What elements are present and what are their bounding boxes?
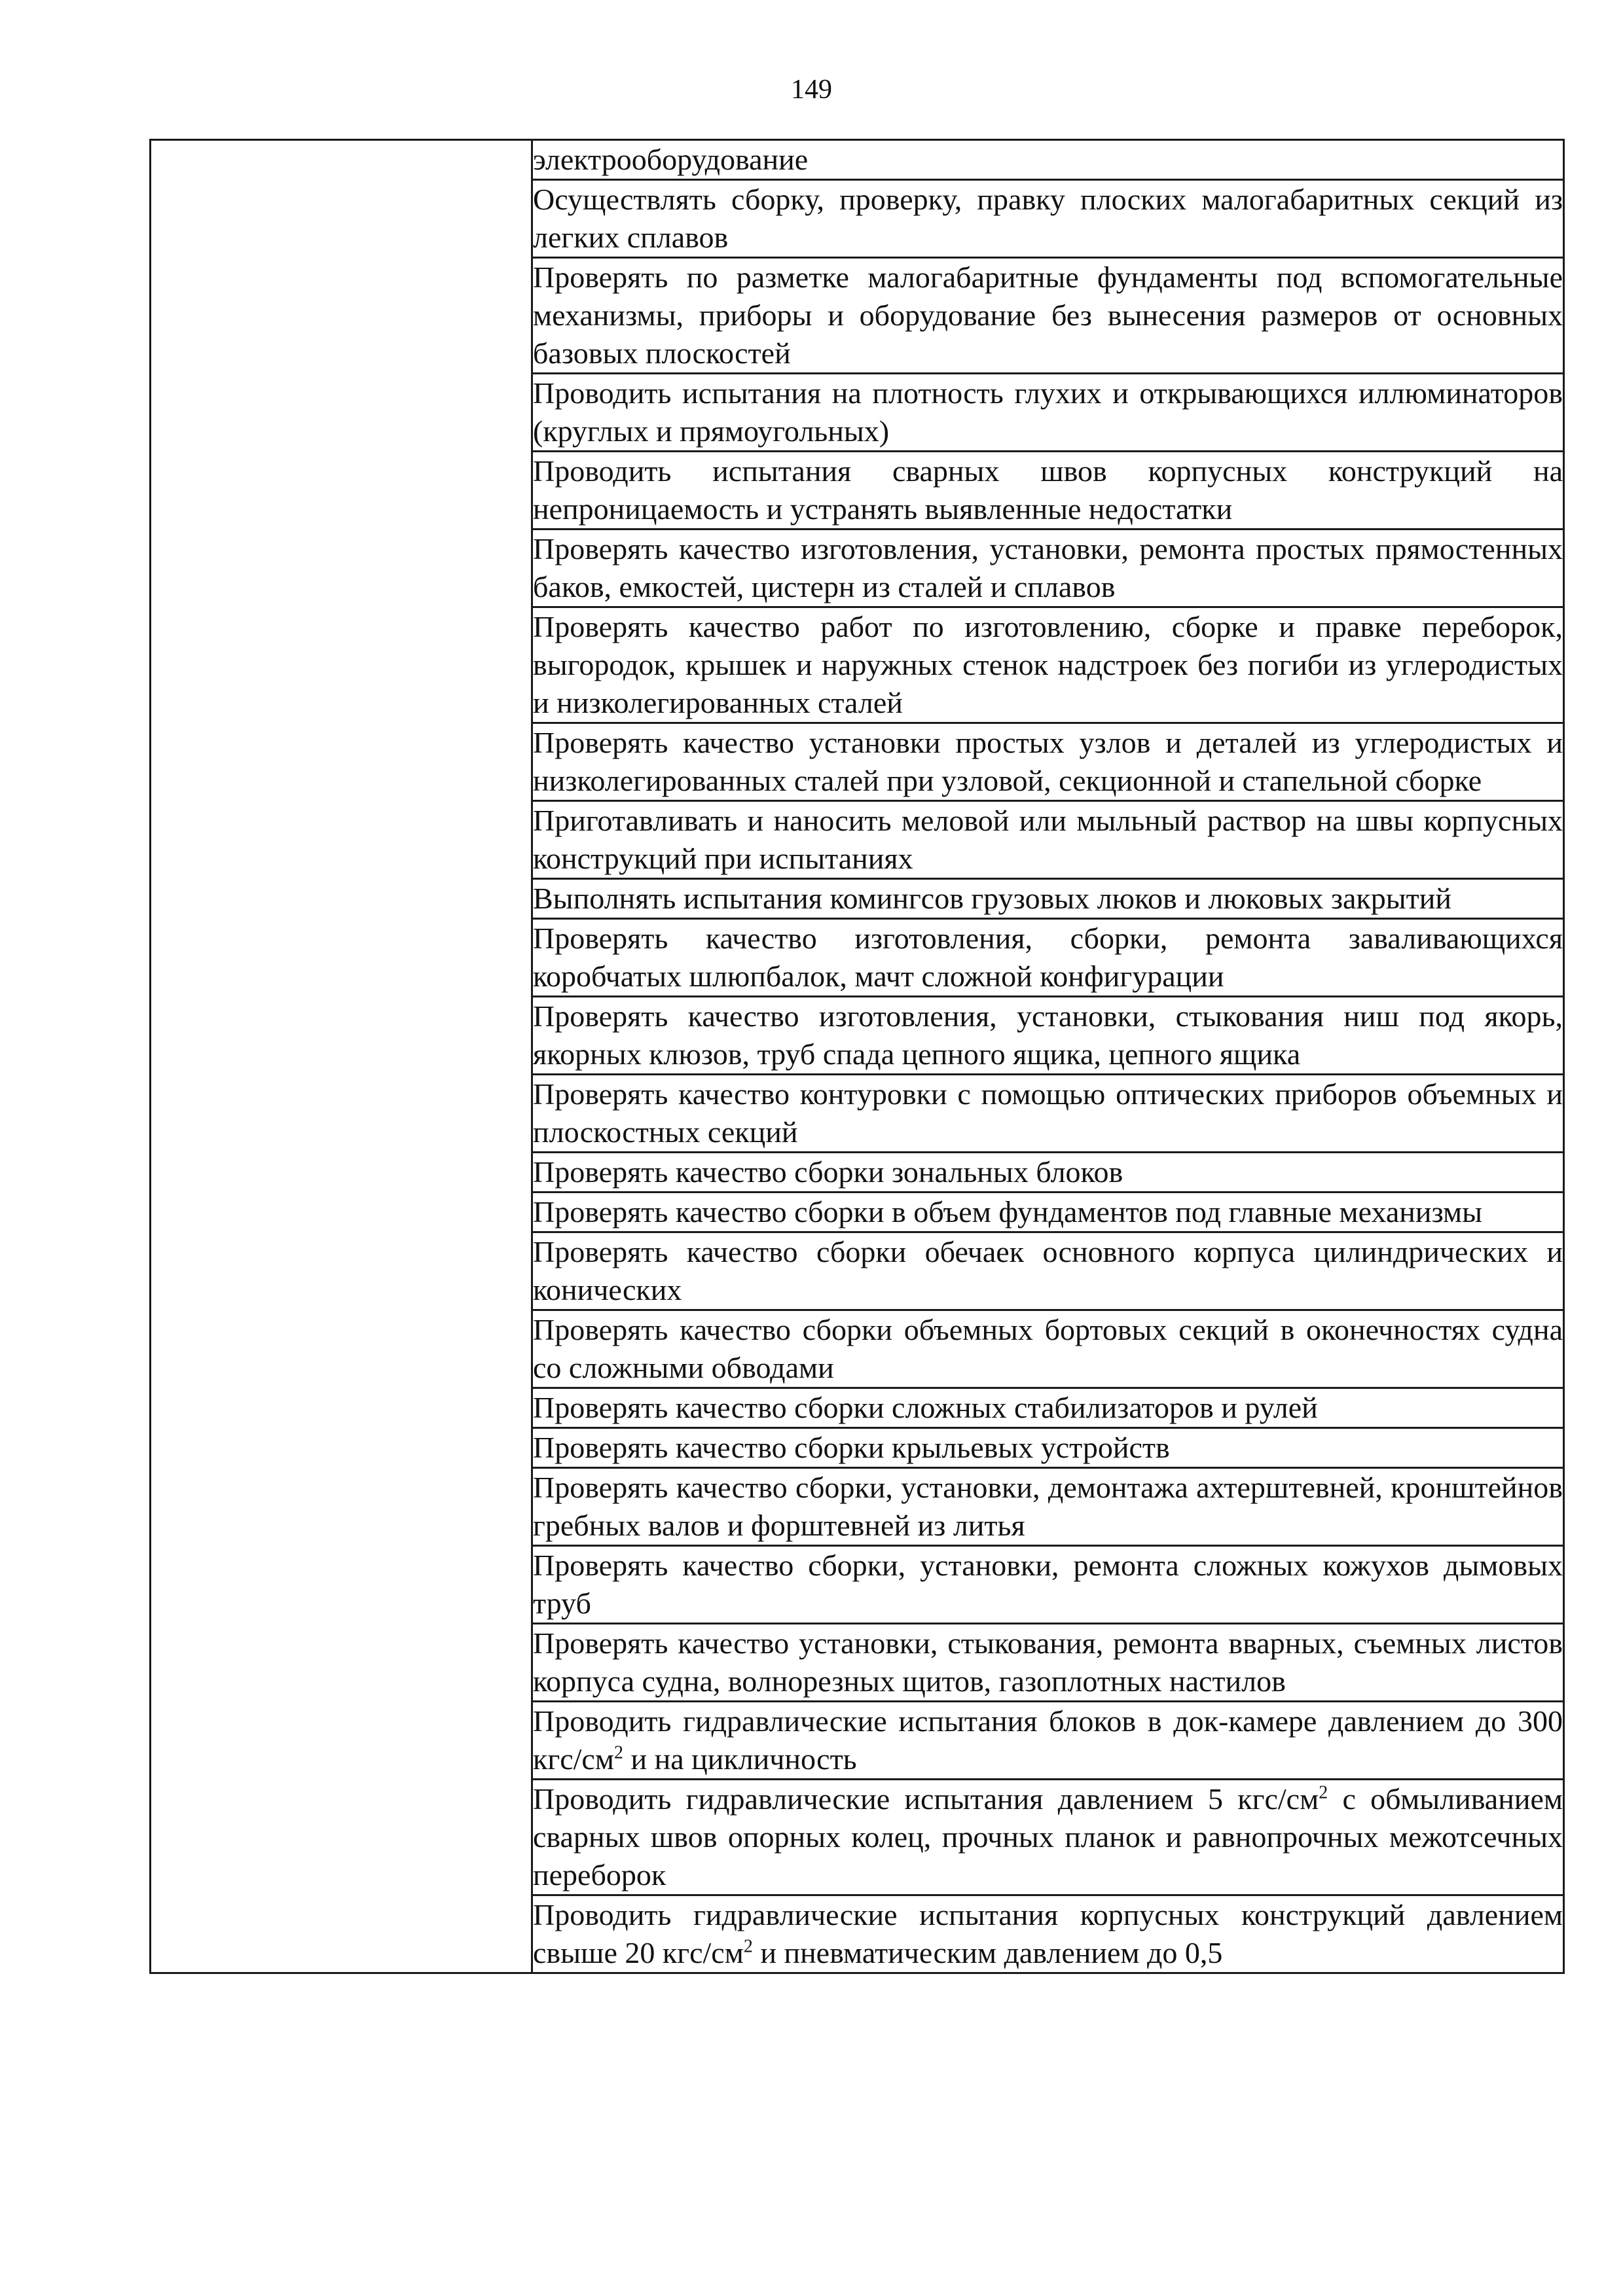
task-text: Проводить гидравлические испытания блоков в док-камере давлением до 300 кгс/см (533, 1704, 1563, 1776)
task-cell: Проверять по разметке малогабаритные фундаменты под вспомогательные механизмы, приборы и оборудование без вынесения размеров от основных базовых плоскостей (532, 258, 1564, 374)
task-cell: Проверять качество сборки обечаек основного корпуса цилиндрических и конических (532, 1232, 1564, 1310)
task-cell (532, 1780, 1564, 1895)
task-text: и на цикличность (623, 1742, 857, 1776)
task-cell: Проверять качество установки простых узлов и деталей из углеродистых и низколегированных сталей при узловой, секционной и стапельной сборке (532, 723, 1564, 801)
empty-left-column (151, 140, 532, 1973)
task-text: и пневматическим давлением до 0,5 (752, 1936, 1223, 1969)
task-cell: Проверять качество сборки сложных стабилизаторов и рулей (532, 1388, 1564, 1428)
task-cell: Проводить испытания сварных швов корпусных конструкций на непроницаемость и устранять выявленные недостатки (532, 452, 1564, 529)
task-cell: Выполнять испытания комингсов грузовых люков и люковых закрытий (532, 879, 1564, 919)
task-cell: Проверять качество сборки объемных бортовых секций в оконечностях судна со сложными обводами (532, 1310, 1564, 1388)
task-cell: Проверять качество изготовления, установки, ремонта простых прямостенных баков, емкостей, цистерн из сталей и сплавов (532, 529, 1564, 607)
task-cell: Проводить испытания на плотность глухих и открывающихся иллюминаторов (круглых и прямоугольных) (532, 374, 1564, 452)
page-number: 149 (791, 75, 832, 105)
task-cell: электрооборудование (532, 140, 1564, 180)
superscript: 2 (613, 1742, 623, 1763)
task-cell: Проверять качество сборки крыльевых устройств (532, 1428, 1564, 1468)
task-cell: Проверять качество сборки, установки, демонтажа ахтерштевней, кронштейнов гребных валов и форштевней из литья (532, 1468, 1564, 1546)
task-cell: Проверять качество сборки зональных блоков (532, 1153, 1564, 1193)
task-cell-partial (532, 1895, 1564, 1973)
task-cell: Проверять качество работ по изготовлению, сборке и правке переборок, выгородок, крышек и наружных стенок надстроек без погиби из углеродистых и низколегированных сталей (532, 607, 1564, 723)
task-cell: Проверять качество изготовления, сборки, ремонта заваливающихся коробчатых шлюпбалок, мачт сложной конфигурации (532, 919, 1564, 997)
task-text: Проводить гидравлические испытания корпусных конструкций давлением свыше 20 кгс/см (533, 1898, 1563, 1969)
competency-table (149, 139, 1565, 1974)
task-cell: Проверять качество сборки, установки, ремонта сложных кожухов дымовых труб (532, 1546, 1564, 1624)
task-cell: Проверять качество сборки в объем фундаментов под главные механизмы (532, 1193, 1564, 1232)
task-cell: Осуществлять сборку, проверку, правку плоских малогабаритных секций из легких сплавов (532, 180, 1564, 258)
task-text: с обмыливанием сварных швов опорных колец, прочных планок и равнопрочных межотсечных переборок (533, 1782, 1563, 1892)
task-cell: Проверять качество контуровки с помощью оптических приборов объемных и плоскостных секций (532, 1075, 1564, 1153)
task-text: Проводить гидравлические испытания давлением 5 кгс/см (533, 1782, 1319, 1816)
task-cell: Проверять качество установки, стыкования, ремонта вварных, съемных листов корпуса судна, волнорезных щитов, газоплотных настилов (532, 1624, 1564, 1702)
table-row (151, 140, 1564, 180)
task-cell (532, 1702, 1564, 1780)
superscript: 2 (743, 1936, 753, 1957)
task-cell: Проверять качество изготовления, установки, стыкования ниш под якорь, якорных клюзов, труб спада цепного ящика, цепного ящика (532, 997, 1564, 1075)
task-cell: Приготавливать и наносить меловой или мыльный раствор на швы корпусных конструкций при испытаниях (532, 801, 1564, 879)
superscript: 2 (1319, 1782, 1328, 1803)
